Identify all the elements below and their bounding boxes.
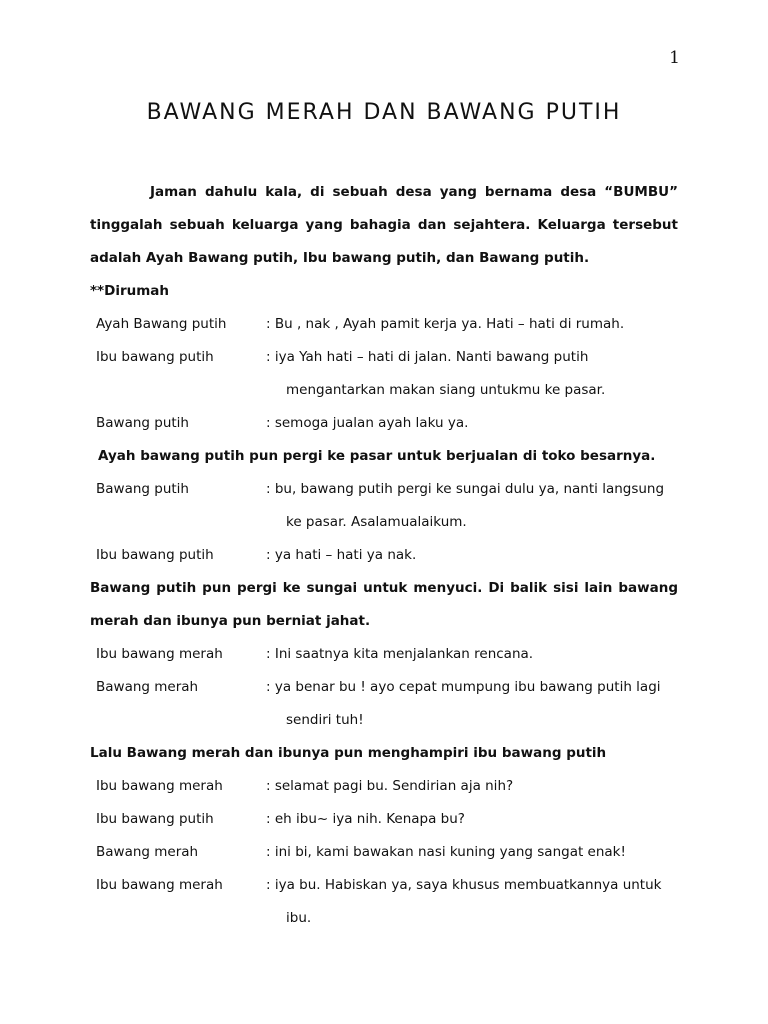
dialog-line <box>90 869 678 935</box>
dialog-line <box>90 539 678 572</box>
intro-paragraph: Jaman dahulu kala, di sebuah desa yang bernama desa “BUMBU” tinggalah sebuah keluarga yang bahagia dan sejahtera. Keluarga tersebut adalah Ayah Bawang putih, Ibu bawang putih, dan Bawang putih. <box>90 184 678 266</box>
dialog-block-2 <box>90 473 678 572</box>
dialog-text: : eh ibu~ iya nih. Kenapa bu? <box>266 811 465 827</box>
dialog-line <box>90 473 678 539</box>
speaker-name: Bawang merah <box>96 679 199 695</box>
dialog-text: : Bu , nak , Ayah pamit kerja ya. Hati – hati di rumah. <box>266 316 625 332</box>
dialog-text: : iya bu. Habiskan ya, saya khusus membuatkannya untuk ibu. <box>266 869 678 935</box>
dialog-line <box>90 341 678 407</box>
dialog-continuation: sendiri tuh! <box>286 712 364 728</box>
speaker-name: Bawang putih <box>96 415 189 431</box>
dialog-text: : iya Yah hati – hati di jalan. Nanti bawang putih mengantarkan makan siang untukmu ke pasar. <box>266 341 678 407</box>
dialog-line <box>90 308 678 341</box>
speaker-name: Ibu bawang merah <box>96 778 223 794</box>
speaker-name: Bawang merah <box>96 844 199 860</box>
document-body <box>90 176 678 935</box>
dialog-continuation: ibu. <box>286 910 312 926</box>
narration: Bawang putih pun pergi ke sungai untuk menyuci. Di balik sisi lain bawang merah dan ibunya pun berniat jahat. <box>90 580 678 629</box>
speaker-name: Ibu bawang putih <box>96 349 214 365</box>
dialog-line <box>90 407 678 440</box>
dialog-text: : semoga jualan ayah laku ya. <box>266 415 469 431</box>
speaker-name: Ibu bawang putih <box>96 811 214 827</box>
dialog-continuation: mengantarkan makan siang untukmu ke pasar. <box>286 382 606 398</box>
dialog-text: : ya hati – hati ya nak. <box>266 547 417 563</box>
dialog-text: : selamat pagi bu. Sendirian aja nih? <box>266 778 514 794</box>
scene-heading: **Dirumah <box>90 283 170 299</box>
dialog-text: : ya benar bu ! ayo cepat mumpung ibu bawang putih lagi sendiri tuh! <box>266 671 678 737</box>
narration: Lalu Bawang merah dan ibunya pun menghampiri ibu bawang putih <box>90 745 607 761</box>
dialog-line <box>90 770 678 803</box>
speaker-name: Ibu bawang putih <box>96 547 214 563</box>
dialog-line <box>90 671 678 737</box>
dialog-block-1 <box>90 308 678 440</box>
page-number: 1 <box>669 48 680 68</box>
document-title: BAWANG MERAH DAN BAWANG PUTIH <box>146 100 622 125</box>
dialog-line <box>90 803 678 836</box>
dialog-line <box>90 638 678 671</box>
speaker-name: Ibu bawang merah <box>96 877 223 893</box>
dialog-continuation: ke pasar. Asalamualaikum. <box>286 514 467 530</box>
narration: Ayah bawang putih pun pergi ke pasar untuk berjualan di toko besarnya. <box>98 448 656 464</box>
dialog-line <box>90 836 678 869</box>
speaker-name: Bawang putih <box>96 481 189 497</box>
dialog-text: : bu, bawang putih pergi ke sungai dulu ya, nanti langsung ke pasar. Asalamualaikum. <box>266 473 678 539</box>
dialog-block-4 <box>90 770 678 935</box>
dialog-block-3 <box>90 638 678 737</box>
dialog-text: : Ini saatnya kita menjalankan rencana. <box>266 646 534 662</box>
speaker-name: Ayah Bawang putih <box>96 316 227 332</box>
dialog-text: : ini bi, kami bawakan nasi kuning yang sangat enak! <box>266 844 626 860</box>
speaker-name: Ibu bawang merah <box>96 646 223 662</box>
